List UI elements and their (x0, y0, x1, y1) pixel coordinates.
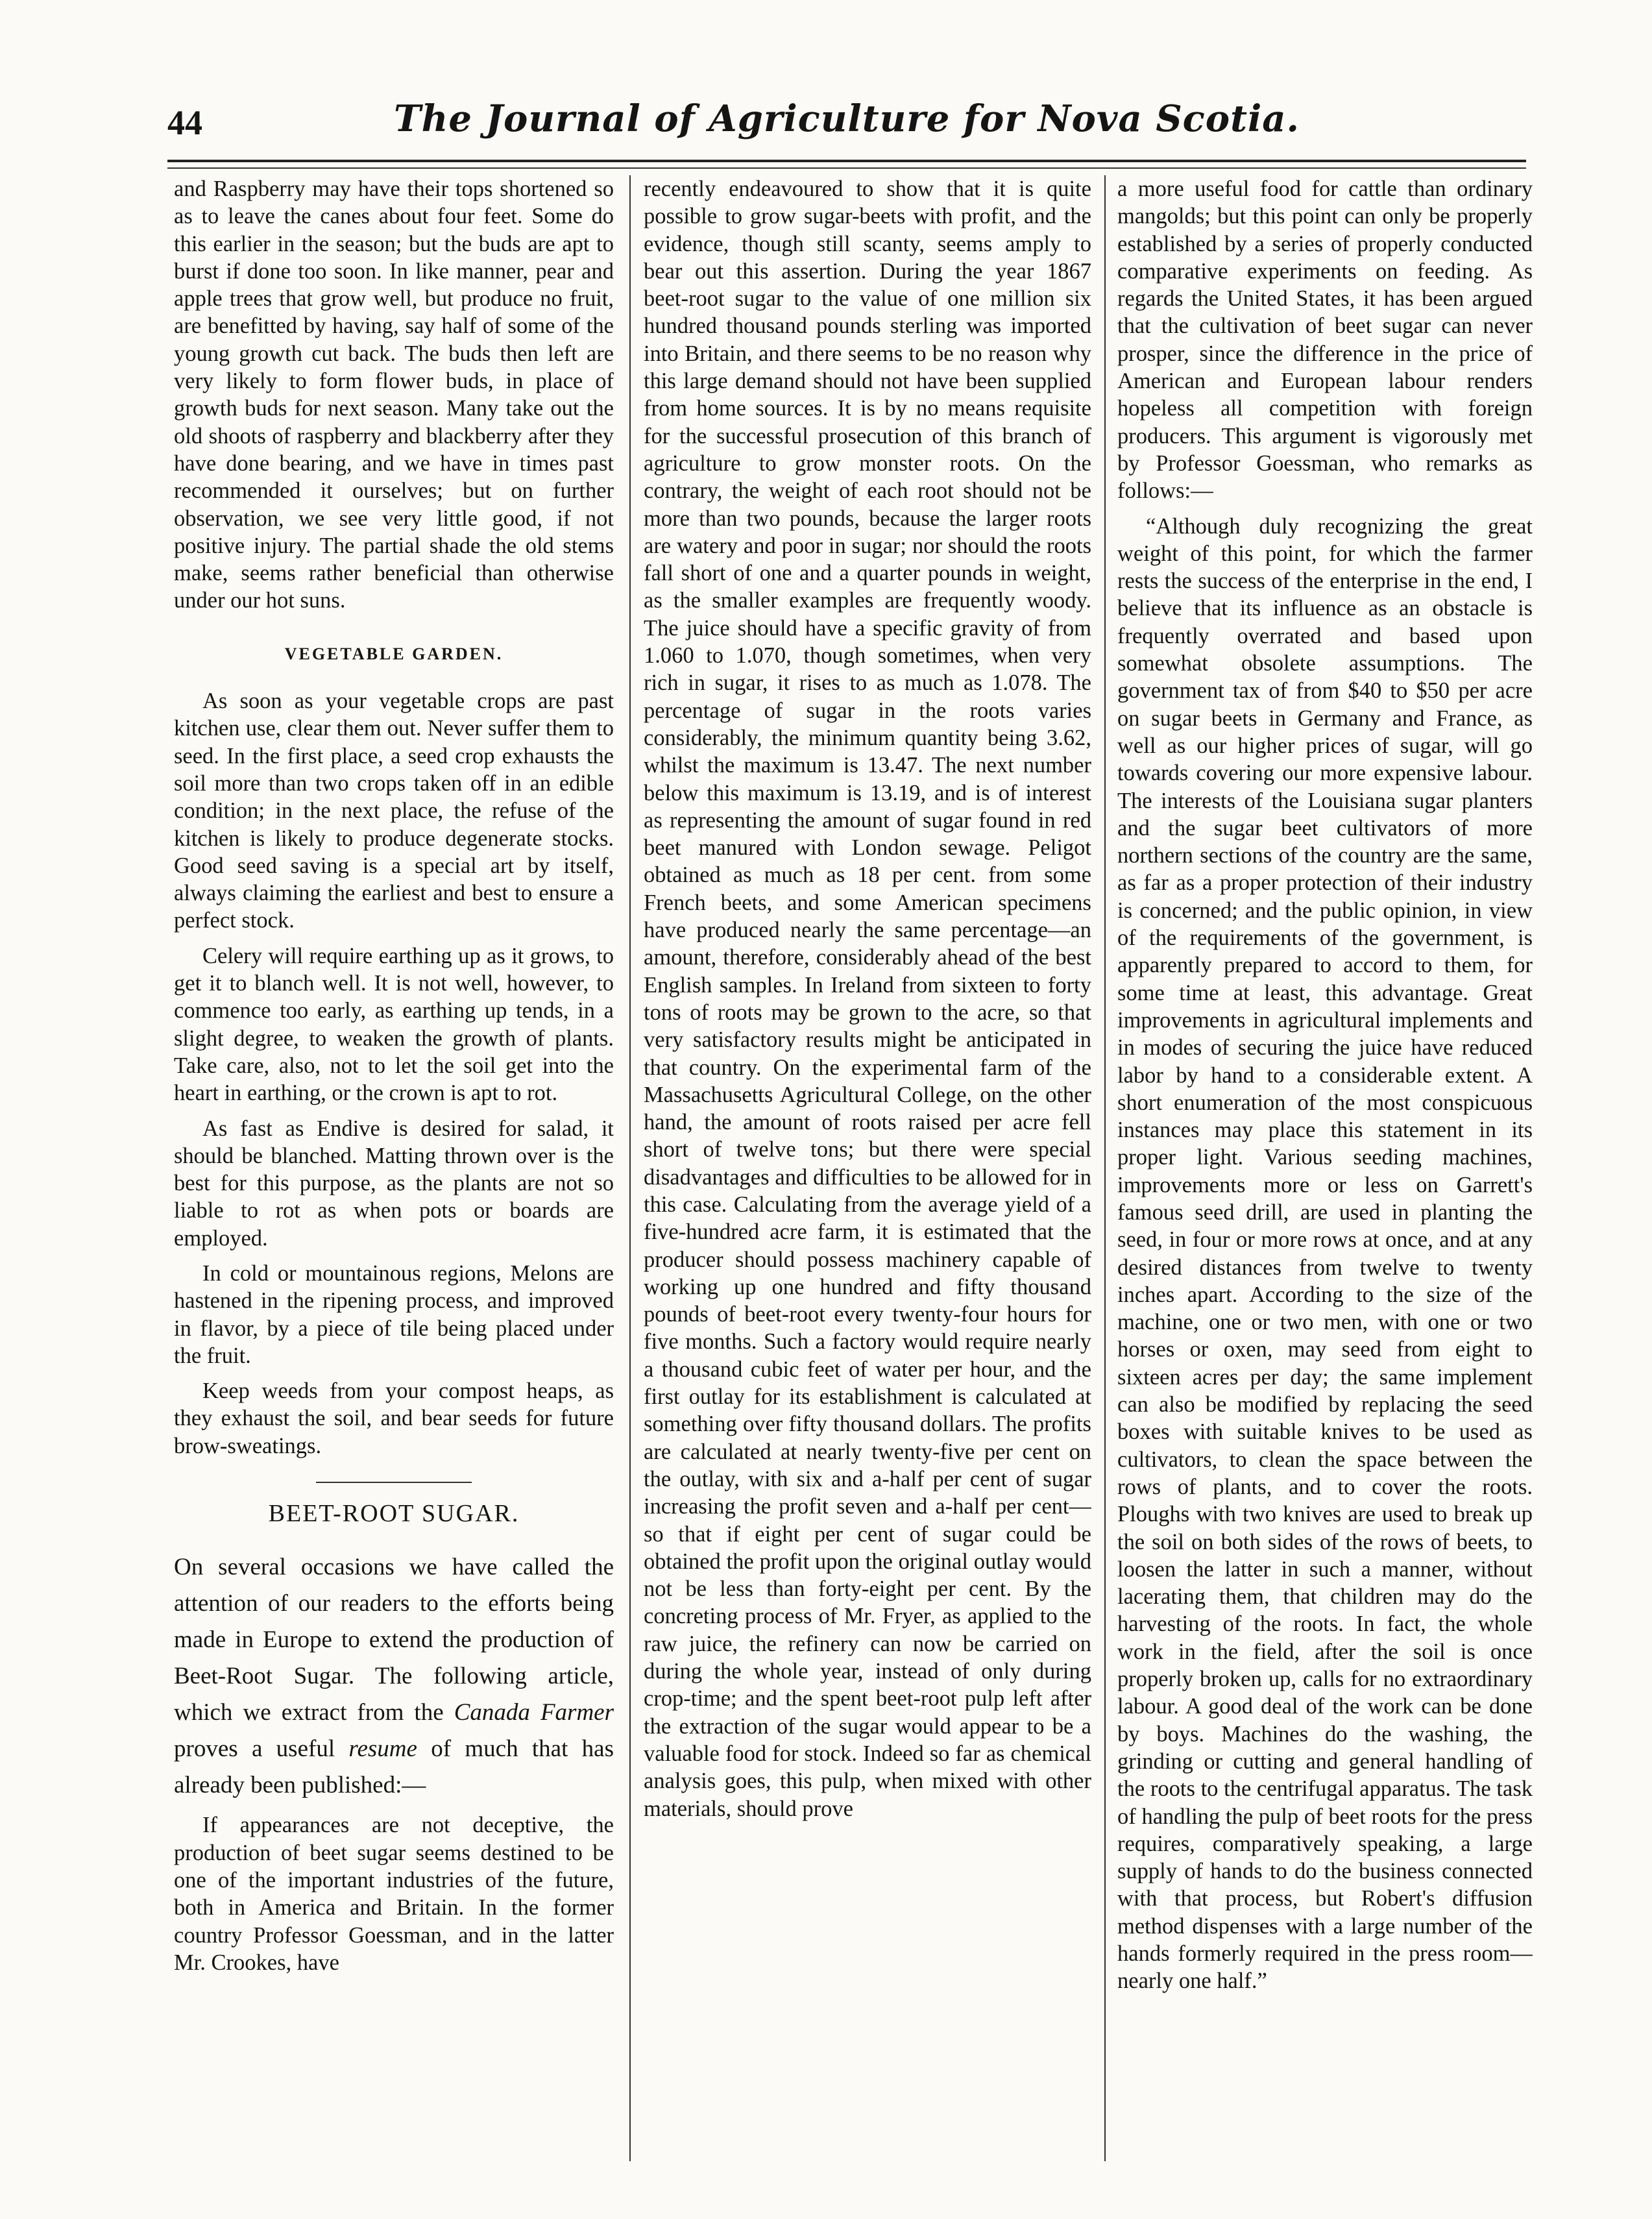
intro-source: Canada Farmer (454, 1699, 614, 1726)
paragraph-raspberry: and Raspberry may have their tops shortened so as to leave the canes about four feet. Some do this earlier in the season; but the buds are apt to burst if done too soon. In like manner, pear and apple trees that grow well, but produce no fruit, are benefitted by having, say half of some of the young growth cut back. The buds then left are very likely to form flower buds, in place of growth buds for next season. Many take out the old shoots of raspberry and blackberry after they have done bearing, and we have in times past recommended it ourselves; but on further observation, we see very little good, if not positive injury. The partial shade the old stems make, seems rather beneficial than otherwise under our hot suns. (174, 177, 614, 613)
section-divider (316, 1482, 472, 1483)
paragraph-endive: As fast as Endive is desired for salad, it should be blanched. Matting thrown over is the best for this purpose, as the plants are not so liable to rot as when pots or boards are employed. (174, 1116, 614, 1251)
journal-title: The Journal of Agriculture for Nova Scotia. (393, 97, 1300, 140)
column-divider-2 (1104, 175, 1106, 2161)
intro-resume: resume (348, 1735, 417, 1763)
page-header (167, 97, 1526, 157)
intro-text-c: of much that has already been published:— (174, 1735, 614, 1799)
intro-text-b: proves a useful (174, 1735, 349, 1763)
quote-goessman: “Although duly recognizing the great weight of this point, for which the farmer rests the success of the enterprise in the end, I believe that its influence as an obstacle is frequently overrated and based upon somewhat obsolete assumptions. The government tax of from $40 to $50 per acre on sugar beets in Germany and France, as well as our higher prices of sugar, will go towards covering our more expensive labour. The interests of the Louisiana sugar planters and the sugar beet cultivators of more northern sections of the country are the same, as far as a proper protection of their industry is concerned; and the public opinion, in view of the requirements of the government, is apparently prepared to accord to them, for some time at least, this advantage. Great improvements in agricultural implements and in modes of securing the juice have reduced labor by hand to a considerable extent. A short enumeration of the most conspicuous instances may place this statement in its proper light. Various seeding machines, improvements more or less on Garrett's famous seed drill, are used in planting the seed, in four or more rows at once, and at any desired distances from twelve to twenty inches apart. According to the size of the machine, one or two men, with one or two horses or oxen, may seed from eight to sixteen acres per day; the same implement can also be modified by replacing the seed boxes with suitable knives to be used as cultivators, to clean the space between the rows of plants, and to cover the roots. Ploughs with two knives are used to break up the soil on both sides of the rows of beets, to loosen the latter in such a manner, without lacerating them, that children may do the harvesting of the roots. In fact, the whole work in the field, after the soil is once properly broken up, calls for no extraordinary labour. A good deal of the work can be done by boys. Machines do the washing, the grinding or cutting and general handling of the roots to the centrifugal apparatus. The task of handling the pulp of beet roots for the press requires, comparatively speaking, a large supply of hands to do the business connected with that process, but Robert's diffusion method dispenses with a large number of the hands formerly required in the press room—nearly one half.” (1117, 513, 1533, 1994)
section-heading-vegetable-garden: VEGETABLE GARDEN. (284, 644, 504, 663)
intro-text-a: On several occasions we have called the attention of our readers to the efforts being made in Europe to extend the production of Beet-Root Sugar. The following article, which we extract from the (174, 1554, 614, 1726)
paragraph-compost: Keep weeds from your compost heaps, as they exhaust the soil, and bear seeds for future brow-sweatings. (174, 1379, 614, 1458)
paragraph-cattle-food: a more useful food for cattle than ordinary mangolds; but this point can only be properly established by a series of properly conducted comparative experiments on feeding. As regards the United States, it has been argued that the cultivation of beet sugar can never prosper, since the difference in the price of American and European labour renders hopeless all competition with foreign producers. This argument is vigorously met by Professor Goessman, who remarks as follows:— (1117, 177, 1533, 504)
column-2 (644, 175, 1091, 2161)
article-intro (174, 1549, 614, 1804)
paragraph-celery: Celery will require earthing up as it grows, to get it to blanch well. It is not well, however, to commence too early, as earthing up tends, in a slight degree, to weaken the growth of plants. Take care, also, not to let the soil get into the heart in earthing, or the crown is apt to rot. (174, 943, 614, 1106)
paragraph-vegetable-crops: As soon as your vegetable crops are past kitchen use, clear them out. Never suffer them to seed. In the first place, a seed crop exhausts the soil more than two crops taken off in an edible condition; in the next place, the refuse of the kitchen is likely to produce degenerate stocks. Good seed saving is a special art by itself, always claiming the earliest and best to ensure a perfect stock. (174, 689, 614, 933)
article-title: BEET-ROOT SUGAR. (268, 1500, 520, 1528)
column-divider-1 (629, 175, 631, 2161)
paragraph-appearances: If appearances are not deceptive, the production of beet sugar seems destined to be one of the important industries of the future, both in America and Britain. In the former country Professor Goessman, and in the latter Mr. Crookes, have (174, 1813, 614, 1975)
header-rule (167, 160, 1526, 162)
page-number: 44 (167, 103, 202, 142)
paragraph-melons: In cold or mountainous regions, Melons are hastened in the ripening process, and improved in flavor, by a piece of tile being placed under the fruit. (174, 1260, 614, 1368)
paragraph-beet-sugar-profit: recently endeavoured to show that it is quite possible to grow sugar-beets with profit, and the evidence, though still scanty, seems amply to bear out this assertion. During the year 1867 beet-root sugar to the value of one million six hundred thousand pounds sterling was imported into Britain, and there seems to be no reason why this large demand should not have been supplied from home sources. It is by no means requisite for the successful prosecution of this branch of agriculture to grow monster roots. On the contrary, the weight of each root should not be more than two pounds, because the larger roots are watery and poor in sugar; nor should the roots fall short of one and a quarter pounds in weight, as the smaller examples are frequently woody. The juice should have a specific gravity of from 1.060 to 1.070, though sometimes, when very rich in sugar, it rises to as much as 1.078. The percentage of sugar in the roots varies considerably, the minimum quantity being 3.62, whilst the maximum is 13.47. The next number below this maximum is 13.19, and is of interest as representing the amount of sugar found in red beet manured with London sewage. Peligot obtained as much as 18 per cent. from some French beets, and some American specimens have produced nearly the same percentage—an amount, therefore, considerably ahead of the best English samples. In Ireland from sixteen to forty tons of roots may be grown to the acre, so that very satisfactory results might be anticipated in that country. On the experimental farm of the Massachusetts Agricultural College, on the other hand, the amount of roots raised per acre fell short of twelve tons; but there were special disadvantages and difficulties to be allowed for in this case. Calculating from the average yield of a five-hundred acre farm, it is estimated that the producer should possess machinery capable of working up one hundred and fifty thousand pounds of beet-root every twenty-four hours for five months. Such a factory would require nearly a thousand cubic feet of water per hour, and the first outlay for its establishment is calculated at something over fifty thousand dollars. The profits are calculated at nearly twenty-five per cent on the outlay, with six and a-half per cent of sugar increasing the profit seven and a-half per cent—so that if eight per cent of sugar could be obtained the profit upon the original outlay would not be less than forty-eight per cent. By the concreting process of Mr. Fryer, as applied to the raw juice, the refinery can now be carried on during the whole year, instead of only during crop-time; and the spent beet-root pulp left after the extraction of the sugar would appear to be a valuable food for stock. Indeed so far as chemical analysis goes, this pulp, when mixed with other materials, should prove (644, 177, 1091, 1821)
header-rule-thin (167, 167, 1526, 169)
column-3 (1117, 175, 1533, 2161)
column-1 (174, 175, 614, 2161)
